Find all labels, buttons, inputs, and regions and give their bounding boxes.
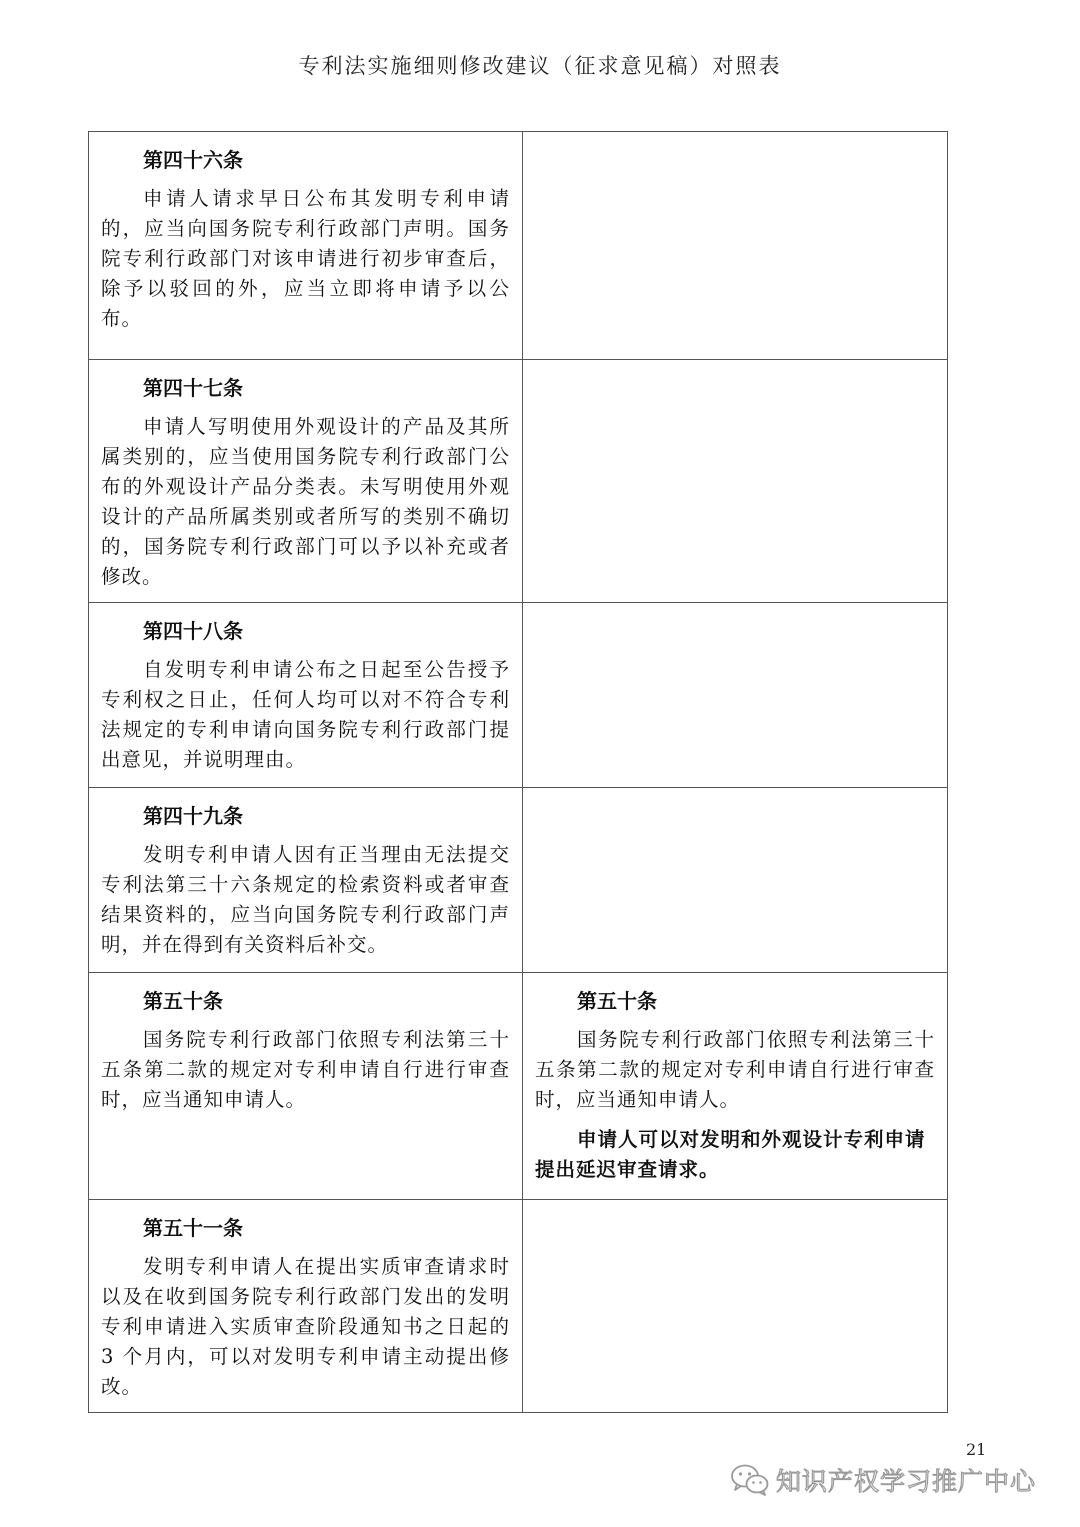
article-title: 第四十六条 — [143, 148, 243, 172]
original-cell — [89, 788, 523, 973]
wechat-icon — [730, 1463, 770, 1497]
article-body: 自发明专利申请公布之日起至公告授予专利权之日止，任何人均可以对不符合专利法规定的专利申请向国务院专利行政部门提出意见，并说明理由。 — [101, 658, 510, 771]
article-title: 第五十条 — [143, 989, 223, 1013]
table-row — [89, 360, 948, 603]
table-row — [89, 132, 948, 360]
article-title: 第四十八条 — [143, 619, 243, 643]
original-cell — [89, 132, 523, 360]
article-title: 第四十九条 — [143, 804, 243, 828]
original-cell — [89, 1200, 523, 1413]
original-cell — [89, 973, 523, 1200]
article-title: 第四十七条 — [143, 376, 243, 400]
revised-cell — [523, 603, 948, 788]
article-body: 发明专利申请人因有正当理由无法提交专利法第三十六条规定的检索资料或者审查结果资料的，应当向国务院专利行政部门声明，并在得到有关资料后补交。 — [101, 843, 510, 956]
article-body: 国务院专利行政部门依照专利法第三十五条第二款的规定对专利申请自行进行审查时，应当通知申请人。 — [101, 1028, 510, 1111]
article-body: 申请人请求早日公布其发明专利申请的，应当向国务院专利行政部门声明。国务院专利行政部门对该申请进行初步审查后，除予以驳回的外，应当立即将申请予以公布。 — [101, 187, 510, 330]
revised-cell — [523, 973, 948, 1200]
article-body: 发明专利申请人在提出实质审查请求时以及在收到国务院专利行政部门发出的发明专利申请进入实质审查阶段通知书之日起的 3 个月内，可以对发明专利申请主动提出修改。 — [101, 1255, 510, 1398]
article-title: 第五十条 — [577, 989, 657, 1013]
comparison-table — [88, 131, 948, 1413]
added-clause: 申请人可以对发明和外观设计专利申请提出延迟审查请求。 — [535, 1128, 926, 1181]
revised-cell — [523, 360, 948, 603]
original-cell — [89, 360, 523, 603]
page-header: 专利法实施细则修改建议（征求意见稿）对照表 — [298, 54, 782, 78]
revised-cell — [523, 788, 948, 973]
original-cell — [89, 603, 523, 788]
table-row — [89, 973, 948, 1200]
page-number: 21 — [966, 1440, 987, 1459]
table-row — [89, 1200, 948, 1413]
revised-cell — [523, 1200, 948, 1413]
watermark — [730, 1462, 1036, 1498]
article-body: 国务院专利行政部门依照专利法第三十五条第二款的规定对专利申请自行进行审查时，应当通知申请人。 — [535, 1028, 935, 1111]
table-row — [89, 788, 948, 973]
watermark-text: 知识产权学习推广中心 — [776, 1467, 1037, 1496]
revised-cell — [523, 132, 948, 360]
article-title: 第五十一条 — [143, 1216, 243, 1240]
article-body: 申请人写明使用外观设计的产品及其所属类别的，应当使用国务院专利行政部门公布的外观设计产品分类表。未写明使用外观设计的产品所属类别或者所写的类别不确切的，国务院专利行政部门可以予以补充或者修改。 — [101, 415, 510, 588]
table-row — [89, 603, 948, 788]
